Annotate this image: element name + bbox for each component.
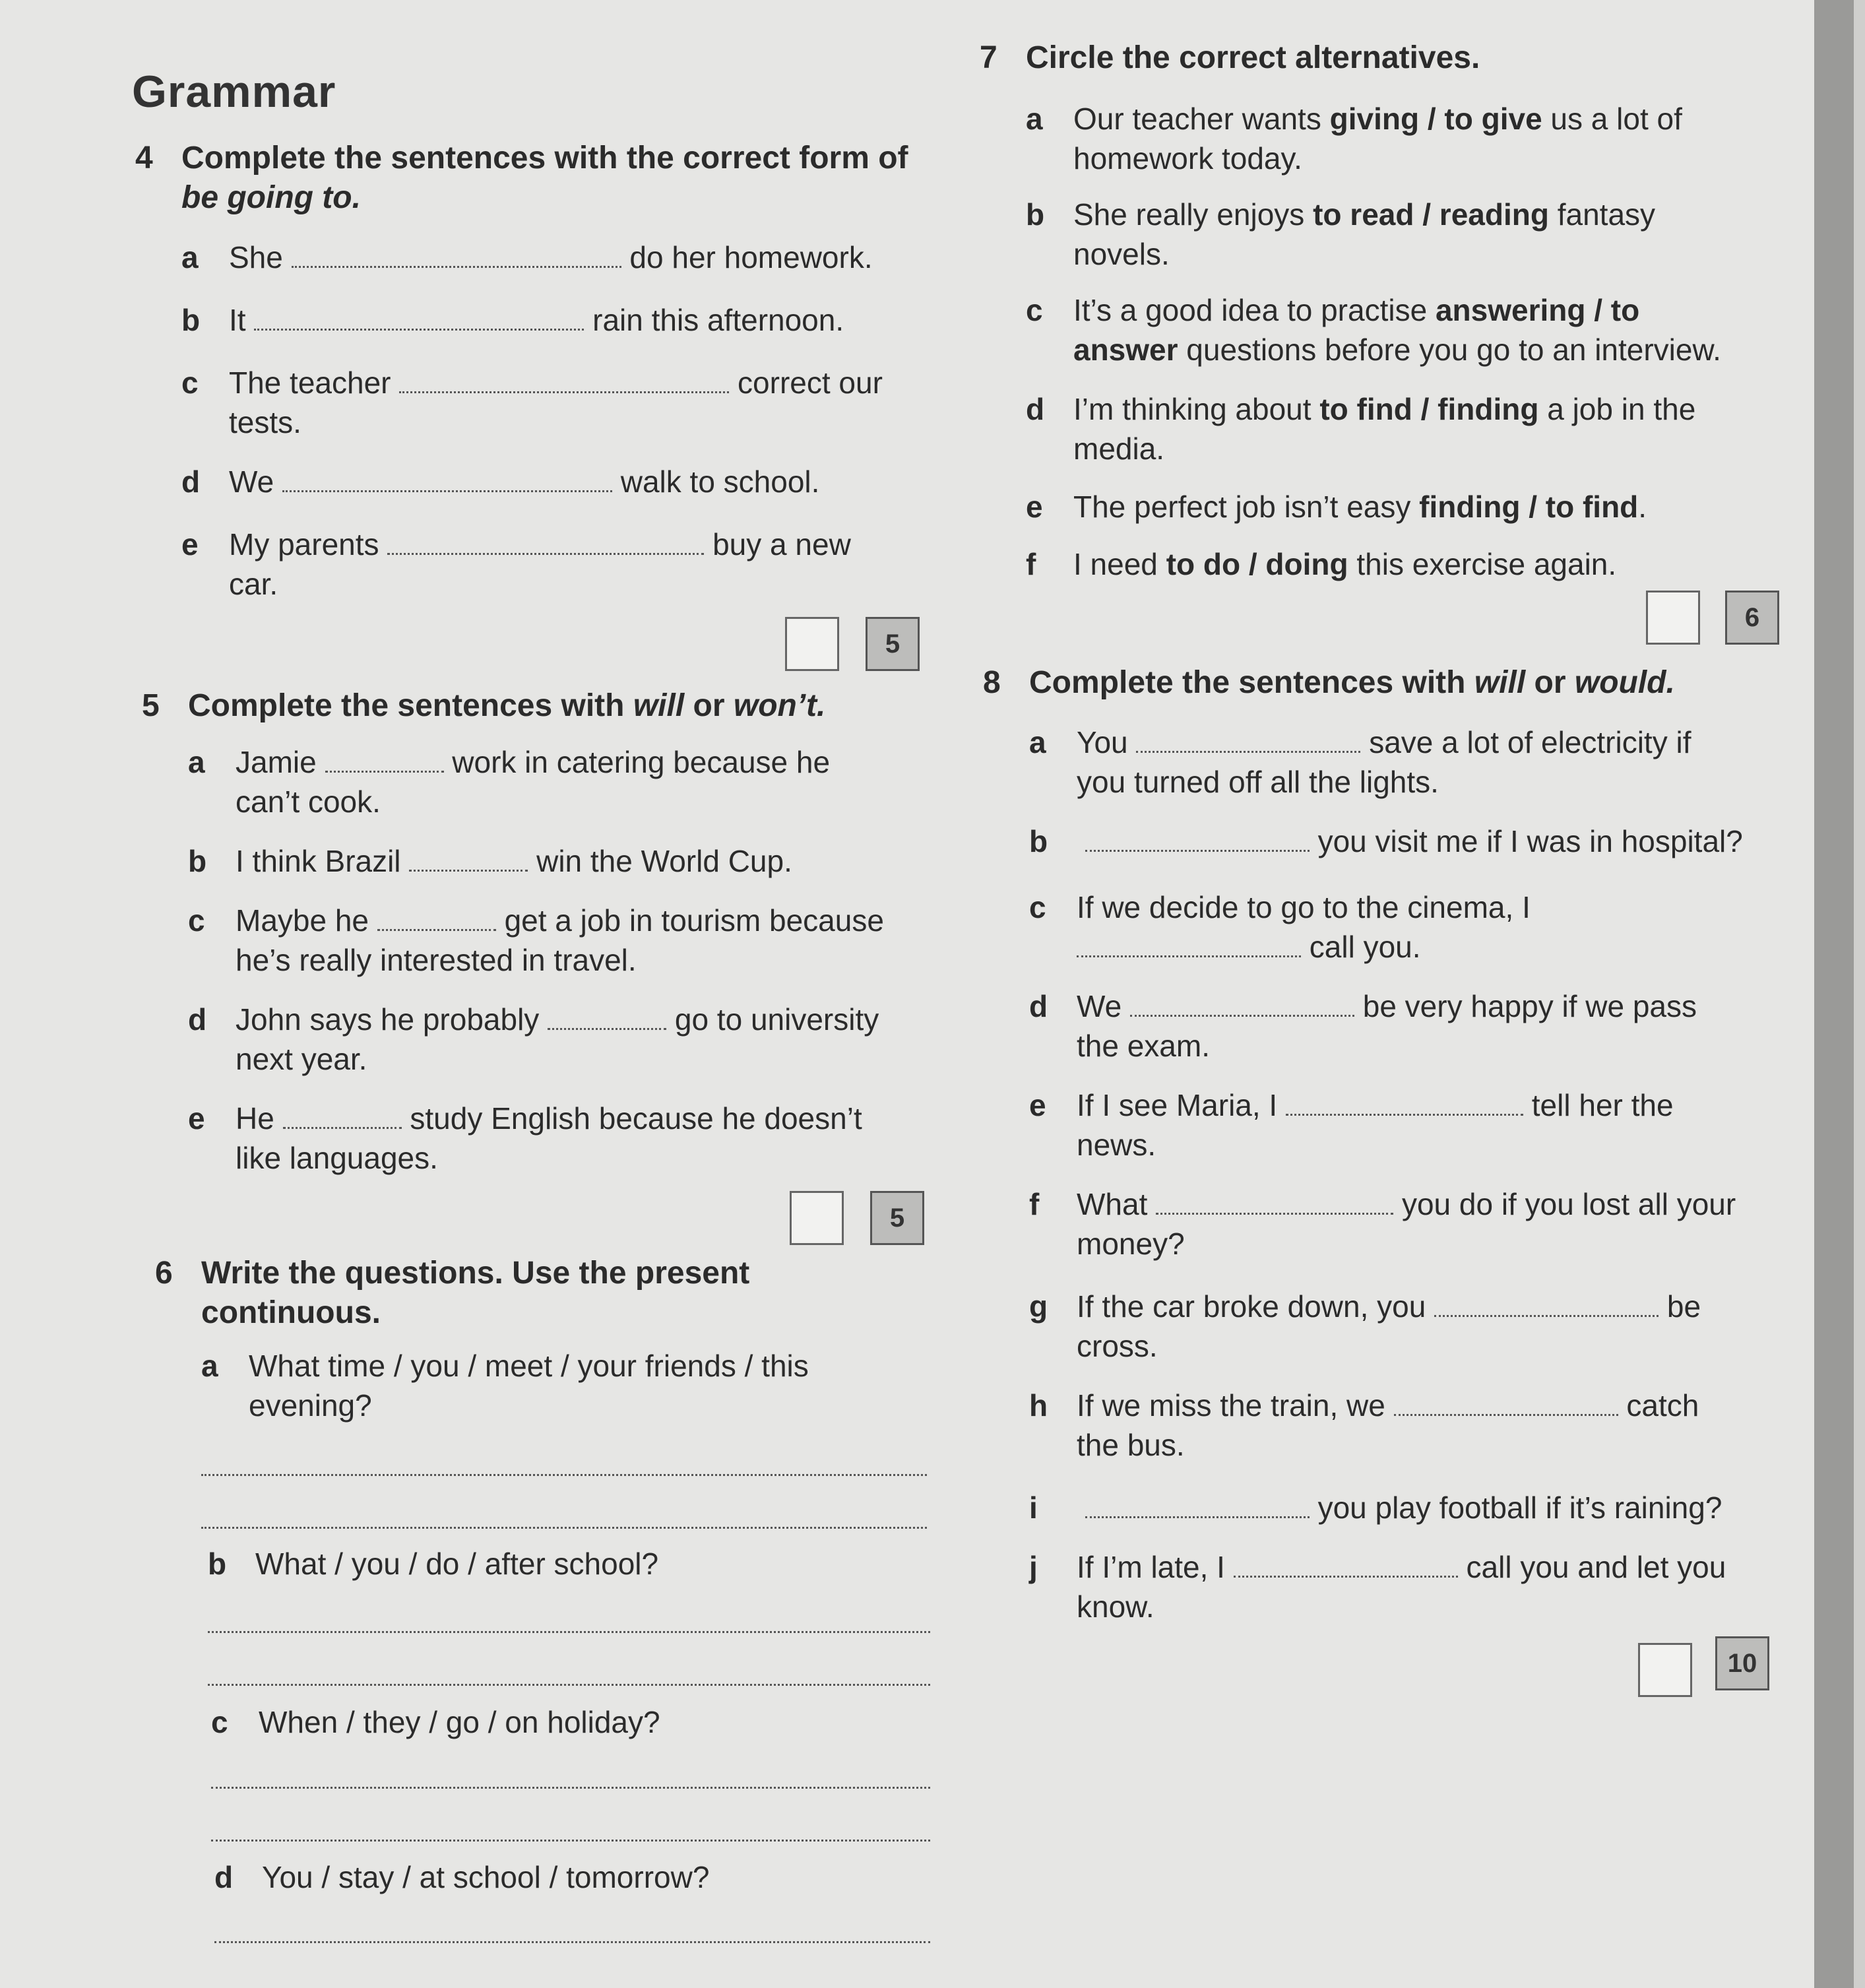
answer-blank[interactable]: [1085, 823, 1310, 852]
answer-blank[interactable]: [283, 1101, 402, 1129]
exercise-7-item-a: a Our teacher wants giving / to give us a lot of homework today.: [1026, 102, 1682, 176]
exercise-5-title: 5 Complete the sentences with will or won’t.: [142, 688, 826, 723]
answer-blank[interactable]: [1156, 1186, 1393, 1215]
answer-blank[interactable]: [1434, 1289, 1659, 1317]
exercise-8-title: 8 Complete the sentences with will or would.: [983, 665, 1675, 700]
exercise-7-item-f: f I need to do / doing this exercise again.: [1026, 547, 1617, 581]
answer-blank[interactable]: [325, 744, 444, 773]
exercise-6-title: 6 Write the questions. Use the present continuous.: [155, 1256, 750, 1330]
max-score: 6: [1725, 591, 1779, 645]
exercise-8-item-f: f What you do if you lost all your money?: [1029, 1187, 1736, 1261]
exercise-5-item-b: b I think Brazil win the World Cup.: [188, 844, 792, 878]
answer-blank[interactable]: [399, 365, 729, 393]
answer-blank[interactable]: [387, 527, 704, 555]
exercise-8-item-d: d We be very happy if we pass the exam.: [1029, 989, 1697, 1063]
answer-blank[interactable]: [1130, 988, 1354, 1017]
answer-blank[interactable]: [1077, 929, 1301, 957]
exercise-4-item-b: b It rain this afternoon.: [181, 303, 844, 337]
max-score: 5: [870, 1191, 924, 1245]
score-box[interactable]: [785, 617, 839, 671]
section-heading: Grammar: [132, 67, 336, 117]
answer-blank[interactable]: [409, 843, 528, 872]
answer-blank[interactable]: [1286, 1087, 1523, 1116]
exercise-7-item-e: e The perfect job isn’t easy finding / to find.: [1026, 490, 1647, 524]
answer-line[interactable]: [214, 1940, 930, 1943]
exercise-8-item-j: j If I’m late, I call you and let you know.: [1029, 1550, 1726, 1624]
exercise-8-item-g: g If the car broke down, you be cross.: [1029, 1289, 1701, 1363]
answer-blank[interactable]: [377, 903, 496, 931]
exercise-5-item-c: c Maybe he get a job in tourism because he’s really interested in travel.: [188, 903, 884, 977]
exercise-5-item-e: e He study English because he doesn’t like languages.: [188, 1101, 862, 1175]
answer-blank[interactable]: [1085, 1490, 1310, 1518]
answer-blank[interactable]: [1234, 1549, 1458, 1578]
score-box[interactable]: [790, 1191, 844, 1245]
answer-blank[interactable]: [548, 1002, 666, 1030]
answer-line[interactable]: [201, 1473, 927, 1476]
score-box[interactable]: [1646, 591, 1700, 645]
answer-blank[interactable]: [1394, 1388, 1618, 1416]
answer-line[interactable]: [211, 1838, 930, 1842]
exercise-6-item-c: c When / they / go / on holiday?: [211, 1705, 660, 1739]
exercise-8-item-e: e If I see Maria, I tell her the news.: [1029, 1088, 1674, 1162]
exercise-8-item-b: b you visit me if I was in hospital?: [1029, 824, 1743, 858]
answer-blank[interactable]: [292, 240, 621, 268]
exercise-6-item-b: b What / you / do / after school?: [208, 1547, 659, 1581]
answer-blank[interactable]: [282, 464, 612, 492]
exercise-7-item-d: d I’m thinking about to find / finding a job in the media.: [1026, 392, 1696, 466]
exercise-8-item-c: c If we decide to go to the cinema, I call you.: [1029, 890, 1531, 964]
answer-line[interactable]: [211, 1785, 930, 1789]
answer-blank[interactable]: [254, 302, 584, 331]
exercise-7-item-c: c It’s a good idea to practise answering / to answer questions before you go to an interview.: [1026, 293, 1721, 367]
answer-line[interactable]: [208, 1683, 930, 1686]
exercise-4-item-d: d We walk to school.: [181, 465, 820, 499]
exercise-4-item-c: c The teacher correct our tests.: [181, 366, 883, 439]
exercise-8-item-i: i you play football if it’s raining?: [1029, 1491, 1723, 1525]
exercise-7-title: 7 Circle the correct alternatives.: [980, 40, 1480, 75]
exercise-6-item-d: d You / stay / at school / tomorrow?: [214, 1860, 710, 1894]
score-box[interactable]: [1638, 1643, 1692, 1697]
exercise-6-item-a: a What time / you / meet / your friends / this evening?: [201, 1349, 809, 1423]
exercise-7-item-b: b She really enjoys to read / reading fantasy novels.: [1026, 197, 1656, 271]
answer-blank[interactable]: [1136, 724, 1360, 753]
max-score: 5: [866, 617, 920, 671]
answer-line[interactable]: [208, 1630, 930, 1633]
exercise-4-title: 4 Complete the sentences with the correct form of be going to.: [135, 141, 908, 215]
exercise-5-item-d: d John says he probably go to university next year.: [188, 1002, 879, 1076]
exercise-4-item-a: a She do her homework.: [181, 240, 873, 274]
exercise-5-item-a: a Jamie work in catering because he can’t cook.: [188, 745, 831, 819]
exercise-4-item-e: e My parents buy a new car.: [181, 527, 851, 601]
exercise-8-item-h: h If we miss the train, we catch the bus.: [1029, 1388, 1699, 1462]
exercise-8-item-a: a You save a lot of electricity if you turned off all the lights.: [1029, 725, 1691, 799]
max-score: 10: [1715, 1636, 1769, 1690]
answer-line[interactable]: [201, 1525, 927, 1529]
